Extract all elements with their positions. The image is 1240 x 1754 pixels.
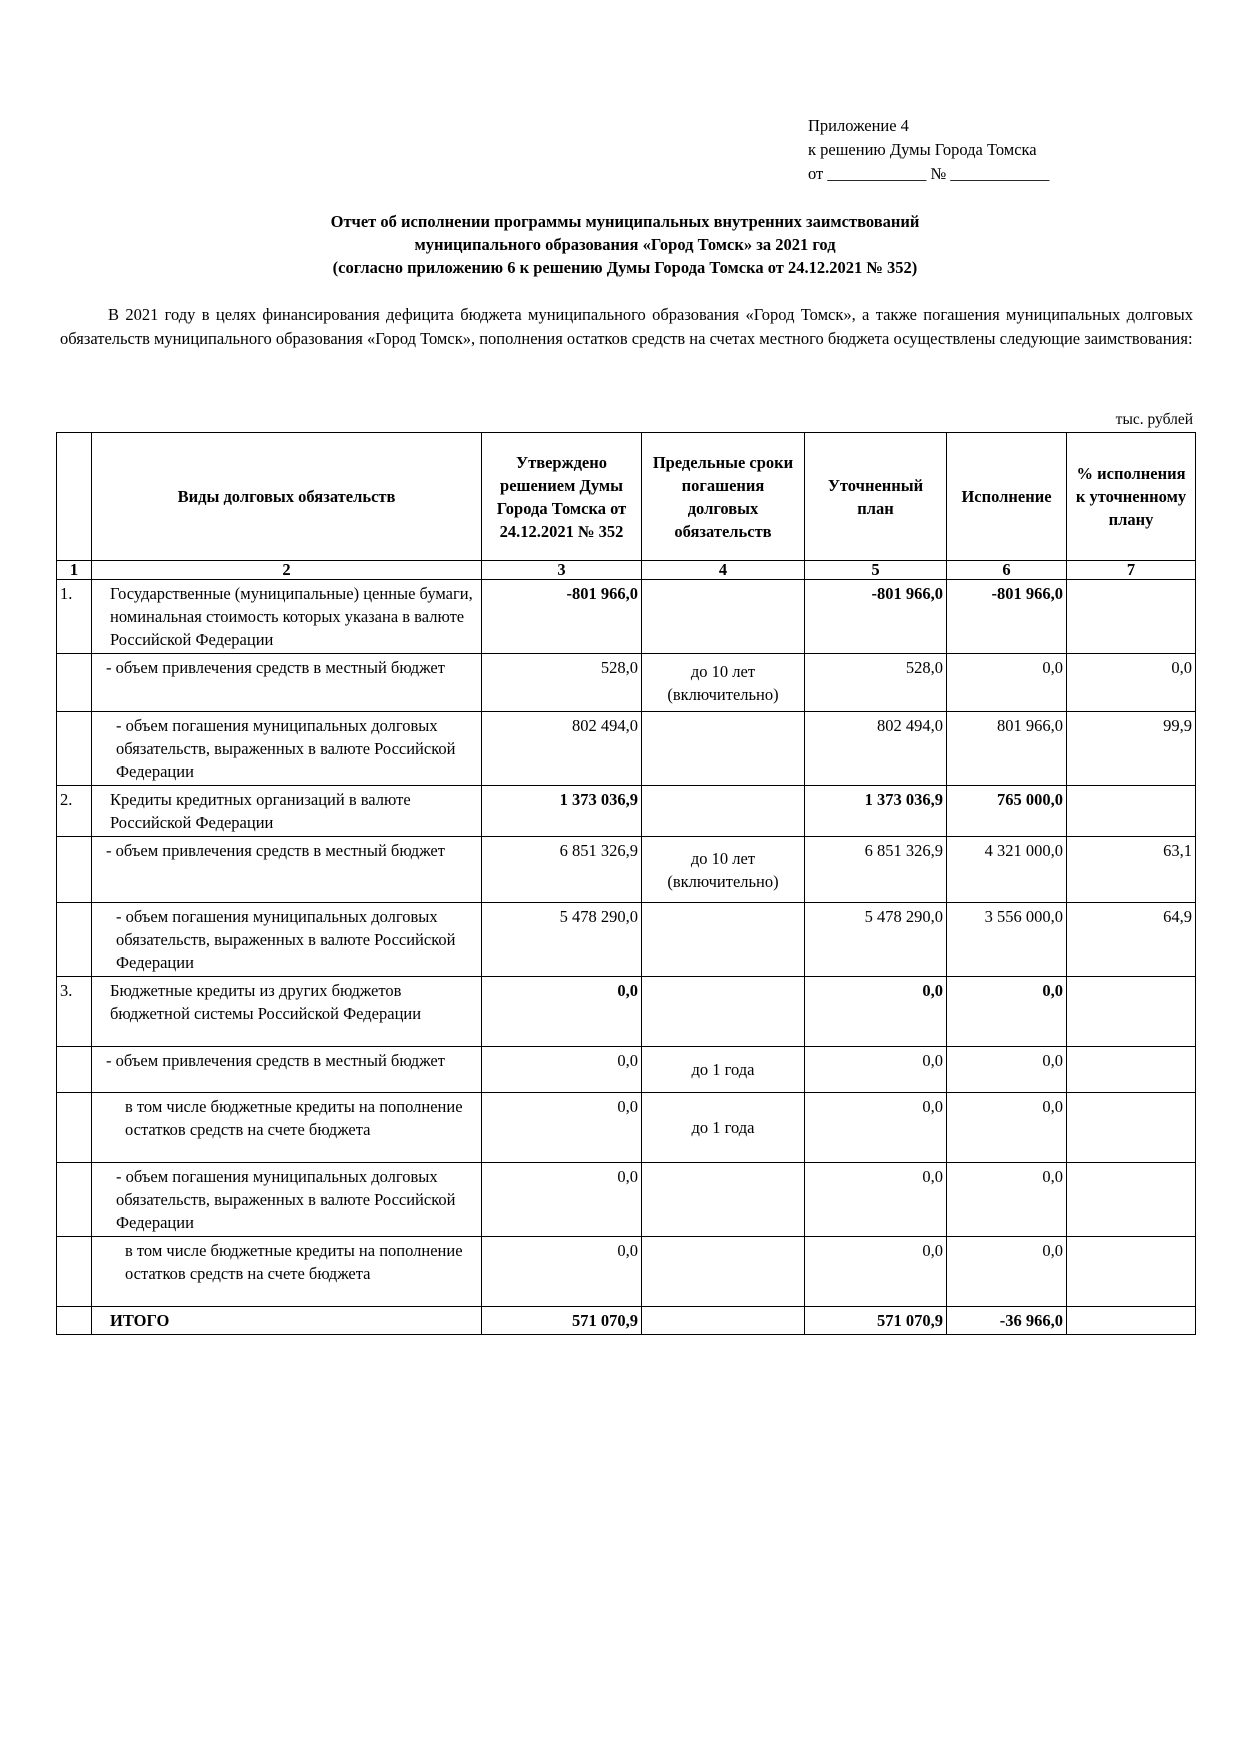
header-no: [57, 433, 92, 561]
execution-value: 0,0: [947, 1163, 1067, 1237]
term-value: [642, 712, 805, 786]
execution-value: 0,0: [947, 654, 1067, 712]
approved-value: 1 373 036,9: [482, 786, 642, 837]
execution-value: 0,0: [947, 1047, 1067, 1093]
table-row: [57, 1047, 1196, 1093]
title-line-1: Отчет об исполнении программы муниципальных внутренних заимствований: [330, 212, 920, 231]
borrowings-table: [56, 432, 1196, 1335]
header-type: Виды долговых обязательств: [92, 433, 482, 561]
table-row: [57, 1163, 1196, 1237]
plan-value: 0,0: [805, 1163, 947, 1237]
approved-value: 802 494,0: [482, 712, 642, 786]
approved-value: 6 851 326,9: [482, 837, 642, 903]
column-number: 6: [947, 561, 1067, 580]
percent-value: [1067, 977, 1196, 1047]
percent-value: [1067, 786, 1196, 837]
row-number: [57, 712, 92, 786]
plan-value: 0,0: [805, 1047, 947, 1093]
execution-value: 0,0: [947, 1237, 1067, 1307]
row-number: [57, 654, 92, 712]
row-number: [57, 1307, 92, 1335]
term-value: [642, 786, 805, 837]
plan-value: 0,0: [805, 1237, 947, 1307]
execution-value: 3 556 000,0: [947, 903, 1067, 977]
row-number: 1.: [57, 580, 92, 654]
term-value: [642, 580, 805, 654]
intro-paragraph: В 2021 году в целях финансирования дефицита бюджета муниципального образования «Город Томск», а также погашения муниципальных долговых обязательств муниципального образования «Город Томск», пополнения остатков средств на счетах местного бюджета осуществлены следующие заимствования:: [60, 305, 1193, 348]
term-value: до 1 года: [642, 1047, 805, 1093]
row-name: - объем погашения муниципальных долговых обязательств, выраженных в валюте Российской Федерации: [92, 712, 482, 786]
row-number: 3.: [57, 977, 92, 1047]
row-name: - объем погашения муниципальных долговых обязательств, выраженных в валюте Российской Федерации: [92, 1163, 482, 1237]
table-row: [57, 712, 1196, 786]
column-number: 3: [482, 561, 642, 580]
approved-value: 0,0: [482, 1093, 642, 1163]
units-label: тыс. рублей: [1115, 411, 1193, 428]
percent-value: [1067, 1047, 1196, 1093]
table-row: [57, 1237, 1196, 1307]
row-number: [57, 1237, 92, 1307]
title-line-3: (согласно приложению 6 к решению Думы Города Томска от 24.12.2021 № 352): [332, 258, 918, 277]
column-number: 5: [805, 561, 947, 580]
plan-value: 571 070,9: [805, 1307, 947, 1335]
column-number-row: [57, 561, 1196, 580]
plan-value: 5 478 290,0: [805, 903, 947, 977]
term-value: до 10 лет (включительно): [642, 837, 805, 903]
execution-value: 0,0: [947, 1093, 1067, 1163]
percent-value: [1067, 1237, 1196, 1307]
table-row: [57, 837, 1196, 903]
title-line-2: муниципального образования «Город Томск» за 2021 год: [414, 235, 836, 254]
header-row: [57, 433, 1196, 561]
column-number: 1: [57, 561, 92, 580]
document-title: [60, 210, 1190, 279]
execution-value: 0,0: [947, 977, 1067, 1047]
table-row: [57, 903, 1196, 977]
approved-value: 0,0: [482, 977, 642, 1047]
row-name: Государственные (муниципальные) ценные бумаги, номинальная стоимость которых указана в валюте Российской Федерации: [92, 580, 482, 654]
plan-value: -801 966,0: [805, 580, 947, 654]
row-number: [57, 903, 92, 977]
column-number: 2: [92, 561, 482, 580]
row-name: - объем погашения муниципальных долговых обязательств, выраженных в валюте Российской Федерации: [92, 903, 482, 977]
plan-value: 6 851 326,9: [805, 837, 947, 903]
term-value: [642, 903, 805, 977]
plan-value: 528,0: [805, 654, 947, 712]
plan-value: 0,0: [805, 977, 947, 1047]
percent-value: 63,1: [1067, 837, 1196, 903]
approved-value: 0,0: [482, 1237, 642, 1307]
percent-value: [1067, 580, 1196, 654]
row-number: [57, 1093, 92, 1163]
execution-value: 801 966,0: [947, 712, 1067, 786]
row-name: Бюджетные кредиты из других бюджетов бюджетной системы Российской Федерации: [92, 977, 482, 1047]
table-row: [57, 786, 1196, 837]
execution-value: 765 000,0: [947, 786, 1067, 837]
column-number: 4: [642, 561, 805, 580]
percent-value: 64,9: [1067, 903, 1196, 977]
appendix-date-number: от ____________ № ____________: [808, 164, 1050, 183]
approved-value: 0,0: [482, 1047, 642, 1093]
row-name: - объем привлечения средств в местный бюджет: [92, 837, 482, 903]
percent-value: 99,9: [1067, 712, 1196, 786]
percent-value: 0,0: [1067, 654, 1196, 712]
table-row: [57, 1093, 1196, 1163]
header-approved: Утверждено решением Думы Города Томска от 24.12.2021 № 352: [482, 433, 642, 561]
header-percent: % исполнения к уточненному плану: [1067, 433, 1196, 561]
row-number: 2.: [57, 786, 92, 837]
percent-value: [1067, 1307, 1196, 1335]
execution-value: 4 321 000,0: [947, 837, 1067, 903]
header-plan: Уточненный план: [805, 433, 947, 561]
approved-value: 0,0: [482, 1163, 642, 1237]
total-label: ИТОГО: [92, 1307, 482, 1335]
appendix-number: Приложение 4: [808, 116, 909, 135]
table-row: [57, 580, 1196, 654]
execution-value: -36 966,0: [947, 1307, 1067, 1335]
plan-value: 0,0: [805, 1093, 947, 1163]
header-execution: Исполнение: [947, 433, 1067, 561]
plan-value: 802 494,0: [805, 712, 947, 786]
term-value: до 1 года: [642, 1093, 805, 1163]
row-number: [57, 1163, 92, 1237]
percent-value: [1067, 1093, 1196, 1163]
table-row: [57, 654, 1196, 712]
row-number: [57, 1047, 92, 1093]
approved-value: 571 070,9: [482, 1307, 642, 1335]
row-name: Кредиты кредитных организаций в валюте Российской Федерации: [92, 786, 482, 837]
term-value: до 10 лет (включительно): [642, 654, 805, 712]
term-value: [642, 1163, 805, 1237]
approved-value: 528,0: [482, 654, 642, 712]
plan-value: 1 373 036,9: [805, 786, 947, 837]
table-row: [57, 977, 1196, 1047]
term-value: [642, 977, 805, 1047]
execution-value: -801 966,0: [947, 580, 1067, 654]
term-value: [642, 1237, 805, 1307]
row-name: в том числе бюджетные кредиты на пополнение остатков средств на счете бюджета: [92, 1237, 482, 1307]
row-name: - объем привлечения средств в местный бюджет: [92, 1047, 482, 1093]
term-value: [642, 1307, 805, 1335]
row-number: [57, 837, 92, 903]
row-name: в том числе бюджетные кредиты на пополнение остатков средств на счете бюджета: [92, 1093, 482, 1163]
total-row: [57, 1307, 1196, 1335]
appendix-decision: к решению Думы Города Томска: [808, 140, 1037, 159]
appendix-reference: [808, 114, 1049, 186]
approved-value: 5 478 290,0: [482, 903, 642, 977]
row-name: - объем привлечения средств в местный бюджет: [92, 654, 482, 712]
approved-value: -801 966,0: [482, 580, 642, 654]
column-number: 7: [1067, 561, 1196, 580]
header-term: Предельные сроки погашения долговых обязательств: [642, 433, 805, 561]
percent-value: [1067, 1163, 1196, 1237]
